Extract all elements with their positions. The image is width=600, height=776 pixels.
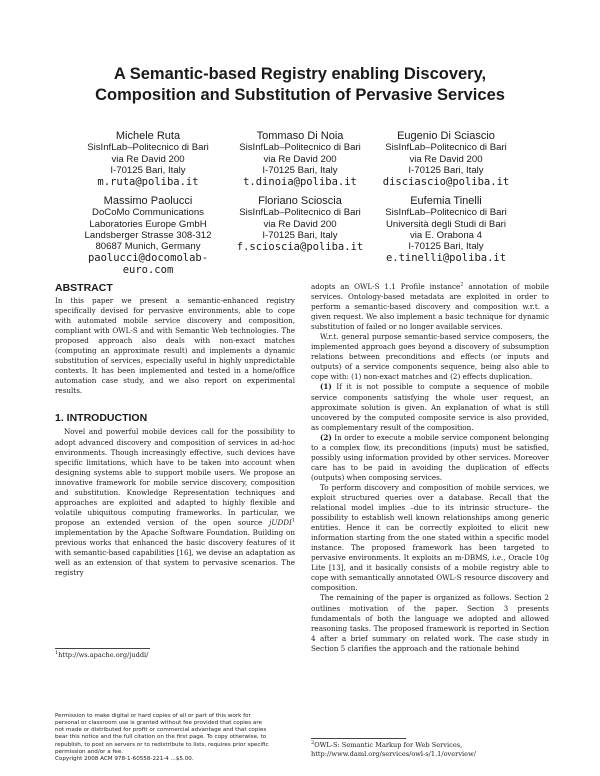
- author-email: e.tinelli@poliba.it: [385, 252, 507, 265]
- title-line-2: Composition and Substitution of Pervasive Services: [95, 86, 505, 104]
- body-paragraph: (2) In order to execute a mobile service component belonging to a complex flow, its preconditions (inputs) must be satisfied, possibly using information provided by other services. Moreover care has to be paid in avoiding the duplication of effects (outputs) when composing services.: [311, 432, 549, 482]
- author-name: Eugenio Di Sciascio: [397, 130, 495, 142]
- author-address: I-70125 Bari, Italy: [262, 164, 338, 176]
- footnote-rule: [311, 738, 406, 739]
- author-block: [68, 195, 228, 276]
- footnote-marker: 1: [291, 517, 295, 524]
- juddi-term: jUDDI: [269, 517, 292, 527]
- author-block: [68, 130, 228, 188]
- author-block: [220, 130, 380, 188]
- author-address: via E. Orabona 4: [410, 229, 482, 241]
- author-email: paolucci@docomolab-: [87, 252, 209, 265]
- author-address: I-70125 Bari, Italy: [110, 164, 186, 176]
- section-heading-introduction: 1. INTRODUCTION: [55, 412, 148, 425]
- author-name: Eufemia Tinelli: [410, 195, 482, 207]
- author-email: disciascio@poliba.it: [382, 176, 510, 189]
- author-affiliation: SisInfLab–Politecnico di Bari: [239, 142, 361, 154]
- author-block: [366, 130, 526, 188]
- footnote-url: http://www.daml.org/services/owl-s/1.1/overview/: [311, 749, 476, 758]
- abstract-heading: ABSTRACT: [55, 282, 113, 294]
- author-name: Tommaso Di Noia: [256, 130, 344, 142]
- author-affiliation: SisInfLab–Politecnico di Bari: [239, 207, 361, 219]
- author-affiliation: Laboratories Europe GmbH: [89, 218, 207, 230]
- author-email: euro.com: [122, 264, 174, 277]
- author-name: Michele Ruta: [115, 130, 181, 142]
- author-email: m.ruta@poliba.it: [97, 176, 199, 189]
- body-paragraph: W.r.t. general purpose semantic-based service composers, the implemented approach goes beyond a discovery of subsumption relations between preconditions and effects (or inputs and outputs) of a service components sequence, being also able to cope with: (1) non-exact matches and (2) effects duplication.: [311, 332, 549, 382]
- body-paragraph: (1) If it is not possible to compute a sequence of mobile service components satisfying the whole user request, an approximate solution is given. An explanation of what is still uncovered by the computed composite service is also provided, as complementary result of the composition.: [311, 382, 549, 432]
- footnote-rule: [55, 648, 150, 649]
- abstract-text: In this paper we present a semantic-enhanced registry specifically devised for pervasive environments, able to cope with automated mobile service discovery and composition, compliant with OWL-S and with Semantic Web technologies. The proposed approach also deals with non-exact matches (computing an approximate result) and implements a dynamic substitution of services, especially useful in highly unpredictable contexts. It has been implemented and tested in a home/office automation case study, and we also report on experimental results.: [55, 296, 295, 396]
- author-address: via Re David 200: [263, 153, 337, 165]
- body-paragraph: The remaining of the paper is organized as follows. Section 2 outlines motivation of the paper. Section 3 presents fundamentals of both the language we adopted and allowed reasoning tasks. The proposed framework is reported in Section 4 after a brief summary on related work. The case study in Section 5 clarifies the approach and the rationale behind: [311, 593, 549, 653]
- author-block: [366, 195, 526, 264]
- author-name: Floriano Scioscia: [258, 195, 342, 207]
- footnote-2: $^2$OWL-S: Semantic Markup for Web Services, http://www.daml.org/services/owl-s/1.1/overview/: [311, 741, 549, 758]
- author-email: t.dinoia@poliba.it: [243, 176, 357, 189]
- title-line-1: A Semantic-based Registry enabling Discovery,: [113, 65, 487, 83]
- footnote-marker: 2: [460, 281, 464, 288]
- author-address: I-70125 Bari, Italy: [408, 241, 484, 253]
- right-column: [311, 282, 549, 654]
- author-affiliation: SisInfLab–Politecnico di Bari: [385, 207, 507, 219]
- footnote-1: $^1$http://ws.apache.org/juddi/: [55, 649, 149, 659]
- paper-title: [40, 64, 560, 106]
- author-address: 80687 Munich, Germany: [95, 241, 201, 253]
- body-paragraph: To perform discovery and composition of mobile services, we exploit structured queries over a database. Recall that the relational model implies –due to its intrinsic structure– the possibility to establish well known relationships among generic entities. Hence it can be correctly exploited to elicit new information starting from the one stated within a specific model instance. The proposed framework has been targeted to pervasive environments. It exploits an m-DBMS, i.e., Oracle 10g Lite [13], and it basically consists of a mobile registry able to cope with semantically annotated OWL-S resource discovery and composition.: [311, 482, 549, 593]
- author-affiliation: DoCoMo Communications: [92, 207, 204, 219]
- author-affiliation: SisInfLab–Politecnico di Bari: [87, 142, 209, 154]
- left-column: [55, 282, 295, 578]
- author-email: f.scioscia@poliba.it: [236, 241, 364, 254]
- author-address: I-70125 Bari, Italy: [408, 164, 484, 176]
- permission-notice: Permission to make digital or hard copies of all or part of this work for personal or classroom use is granted without fee provided that copies are not made or distributed for profit or commercial advantage and that copies bear this notice and the full citation on the first page. To copy otherwise, to republish, to post on servers or to redistribute to lists, requires prior specific permission and/or a fee. Copyright 2008 ACM 978-1-60558-221-4 ...$5.00.: [55, 713, 269, 762]
- author-address: via Re David 200: [263, 218, 337, 230]
- author-address: Landsberger Strasse 308-312: [84, 229, 212, 241]
- body-paragraph: adopts an OWL-S 1.1 Profile instance$^2$ annotation of mobile services. Ontology-based metadata are exploited in order to perform a semantic-based discovery and composition w.r.t. a given request. We also implement a basic technique for dynamic substitution of failed or no longer available services.: [311, 281, 550, 332]
- intro-paragraph: Novel and powerful mobile devices call for the possibility to adopt advanced discovery and composition of services in ad-hoc environments. Though increasingly effective, such devices have specific limitations, which have to be taken into account when designing systems able to support mobile users. We propose an innovative framework for mobile service discovery, composition and substitution. Knowledge Representation techniques and approaches are exploited and adapted to highly flexible and volatile ubiquitous computing frameworks. In particular, we propose an extended version of the open source jUDDI$^1$ implementation by the Apache Software Foundation. Building on previous works that enhanced the basic discovery features of it with semantic-based capabilities [16], we devise an adaptation as well as an extension of that system to pervasive scenarios. The registry: [55, 427, 295, 578]
- author-name: Massimo Paolucci: [103, 195, 193, 207]
- author-block: [220, 195, 380, 253]
- author-affiliation: Università degli Studi di Bari: [386, 218, 506, 230]
- author-address: I-70125 Bari, Italy: [262, 229, 338, 241]
- author-address: via Re David 200: [409, 153, 483, 165]
- author-address: via Re David 200: [111, 153, 185, 165]
- author-affiliation: SisInfLab–Politecnico di Bari: [385, 142, 507, 154]
